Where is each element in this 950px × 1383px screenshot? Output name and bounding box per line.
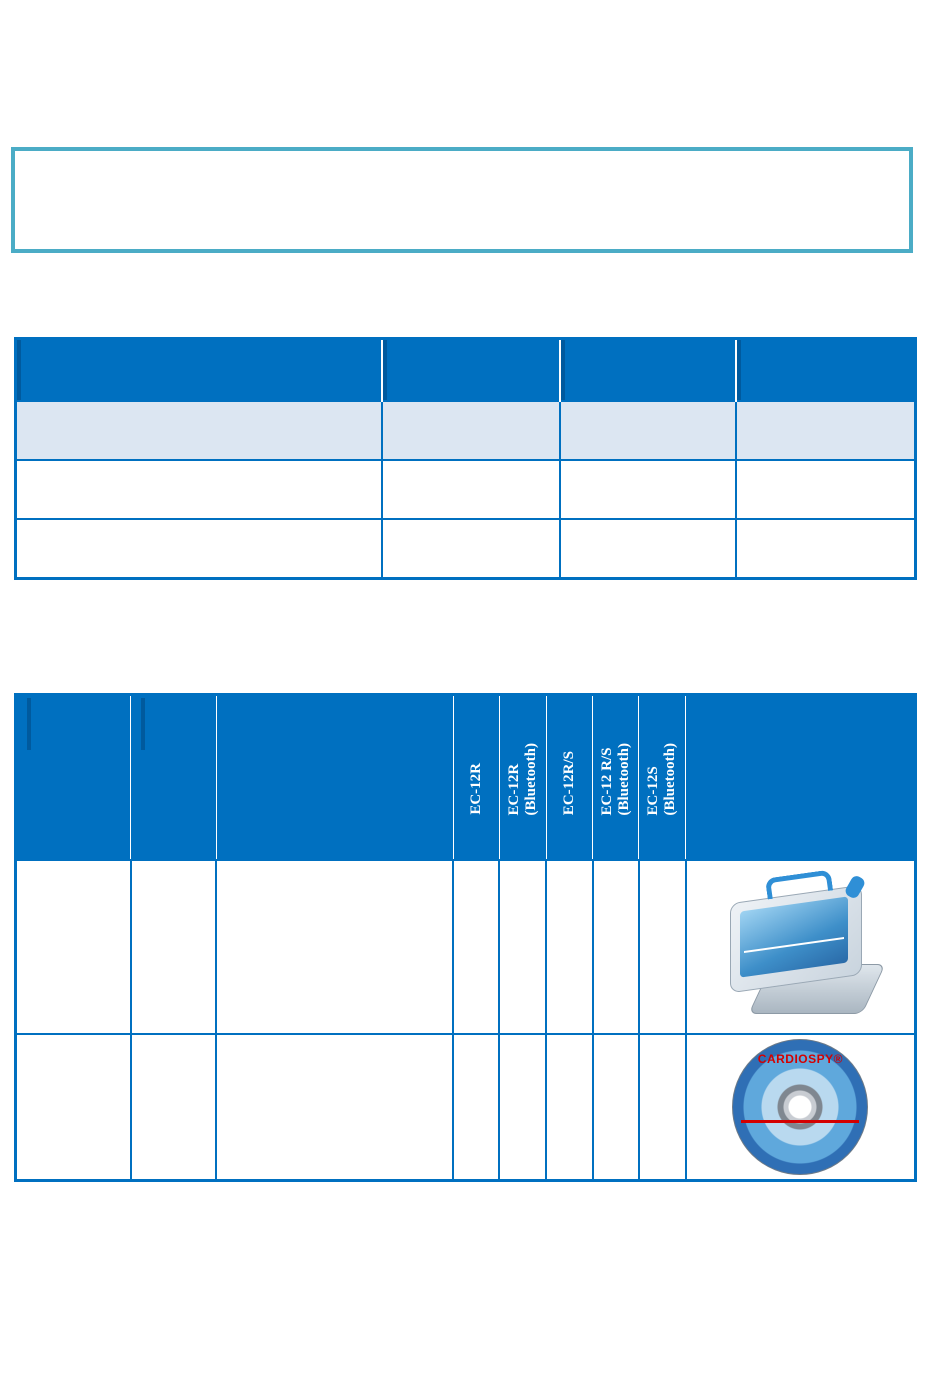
- header-col2: [131, 695, 217, 861]
- table-cell: [453, 860, 499, 1034]
- header-image: [686, 695, 916, 861]
- header-ec12rs-bluetooth: [593, 695, 639, 861]
- table-cell: [216, 860, 453, 1034]
- software-cd-icon: [732, 1039, 868, 1175]
- table-cell: [560, 460, 736, 519]
- table-cell: [453, 1034, 499, 1181]
- header-ec12s-bluetooth: [639, 695, 686, 861]
- table-header-row: [16, 695, 916, 861]
- table-row: [16, 1034, 916, 1181]
- header-col1: [16, 695, 131, 861]
- header-cell: [382, 339, 559, 402]
- table-cell: [639, 1034, 686, 1181]
- table-cell: [736, 401, 915, 460]
- table-cell: [593, 1034, 639, 1181]
- table-cell: [131, 1034, 217, 1181]
- header-ec12r: [453, 695, 499, 861]
- header-ec12rs-label: EC-12R/S: [560, 750, 577, 815]
- table-cell: [16, 401, 383, 460]
- table-header-row: [16, 339, 916, 402]
- table-cell: [382, 401, 559, 460]
- table-row: [16, 519, 916, 579]
- table-cell: [382, 460, 559, 519]
- table-row: [16, 860, 916, 1034]
- header-ec12r-bluetooth-label: EC-12R (Bluetooth): [505, 742, 539, 815]
- table-cell: [593, 860, 639, 1034]
- table-cell: [736, 519, 915, 579]
- header-cell: [736, 339, 915, 402]
- table-cell: [131, 860, 217, 1034]
- header-ec12r-label: EC-12R: [467, 763, 484, 815]
- header-cell: [16, 339, 383, 402]
- cd-brand-logo: CARDIOSPY®: [757, 1052, 843, 1066]
- header-ec12rs: [546, 695, 593, 861]
- title-box: [11, 147, 913, 253]
- summary-table: [14, 337, 917, 580]
- table-cell: [382, 519, 559, 579]
- table-cell: [216, 1034, 453, 1181]
- product-image-cell: [686, 1034, 916, 1181]
- header-col3: [216, 695, 453, 861]
- table-cell: [560, 401, 736, 460]
- table-cell: [499, 1034, 546, 1181]
- table-row: [16, 460, 916, 519]
- table-cell: [16, 860, 131, 1034]
- product-table: [14, 693, 917, 1182]
- header-cell: [560, 339, 736, 402]
- table-cell: [560, 519, 736, 579]
- table-cell: [499, 860, 546, 1034]
- table-cell: [16, 519, 383, 579]
- table-cell: [639, 860, 686, 1034]
- table-cell: [546, 860, 593, 1034]
- table-cell: [546, 1034, 593, 1181]
- header-ec12rs-bluetooth-label: EC-12 R/S (Bluetooth): [598, 742, 632, 815]
- product-image-cell: [686, 860, 916, 1034]
- header-ec12r-bluetooth: [499, 695, 546, 861]
- header-ec12s-bluetooth-label: EC-12S (Bluetooth): [645, 742, 679, 815]
- table-cell: [16, 1034, 131, 1181]
- table-cell: [736, 460, 915, 519]
- table-row: [16, 401, 916, 460]
- ecg-device-case-icon: [720, 872, 880, 1022]
- table-cell: [16, 460, 383, 519]
